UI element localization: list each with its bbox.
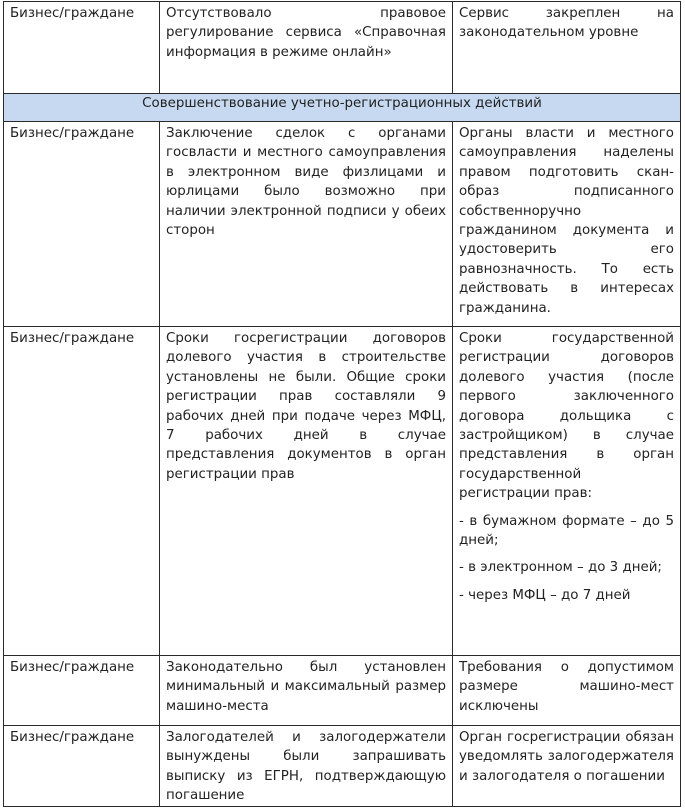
after-paragraph: Органы власти и местного самоуправления наделены правом подготовить скан-образ подписанного собственноручно гражданином документа и удостоверить его равнозначность. То есть действовать в интересах гражданина. <box>459 126 674 316</box>
subject-cell: Бизнес/граждане <box>4 726 160 807</box>
reform-table <box>3 1 681 807</box>
table-row <box>4 2 681 94</box>
subject-cell: Бизнес/граждане <box>4 656 160 726</box>
subject-cell: Бизнес/граждане <box>4 327 160 656</box>
subject-cell: Бизнес/граждане <box>4 2 160 94</box>
after-paragraph: Сроки государственной регистрации договоров долевого участия (после первого заключенного договора дольщика с застройщиком) в случае представления в орган государственной регистрации прав: <box>459 331 674 502</box>
after-paragraph: Требования о допустимом размере машино-мест исключены <box>459 660 674 714</box>
table-row <box>4 327 681 656</box>
after-paragraph: Орган госрегистрации обязан уведомлять залогодержателя и залогодателя о погашении <box>459 730 674 784</box>
after-cell <box>453 726 681 807</box>
before-cell: Залогодателей и залогодержатели вынуждены были запрашивать выписку из ЕГРН, подтверждающую погашение <box>160 726 453 807</box>
subject-cell: Бизнес/граждане <box>4 122 160 327</box>
table-row <box>4 656 681 726</box>
before-cell: Законодательно был установлен минимальный и максимальный размер машино-места <box>160 656 453 726</box>
after-cell <box>453 2 681 94</box>
before-cell: Отсутствовало правовое регулирование сервиса «Справочная информация в режиме онлайн» <box>160 2 453 94</box>
after-paragraph: Сервис закреплен на законодательном уровне <box>459 6 674 41</box>
section-header-row <box>4 94 681 122</box>
after-cell <box>453 327 681 656</box>
before-cell: Сроки госрегистрации договоров долевого участия в строительстве установлены не были. Общие сроки регистрации прав составляли 9 рабочих дней при подаче через МФЦ, 7 рабочих дней в случае представления документов в орган регистрации прав <box>160 327 453 656</box>
before-cell: Заключение сделок с органами госвласти и местного самоуправления в электронном виде физлицами и юрлицами было возможно при наличии электронной подписи у обеих сторон <box>160 122 453 327</box>
after-paragraph: - в бумажном формате – до 5 дней; <box>459 513 674 549</box>
table-row <box>4 726 681 807</box>
after-cell <box>453 656 681 726</box>
table-row <box>4 122 681 327</box>
after-paragraph: - через МФЦ – до 7 дней <box>459 587 631 603</box>
section-header: Совершенствование учетно-регистрационных действий <box>4 94 681 122</box>
after-paragraph: - в электронном – до 3 дней; <box>459 560 662 576</box>
after-cell <box>453 122 681 327</box>
